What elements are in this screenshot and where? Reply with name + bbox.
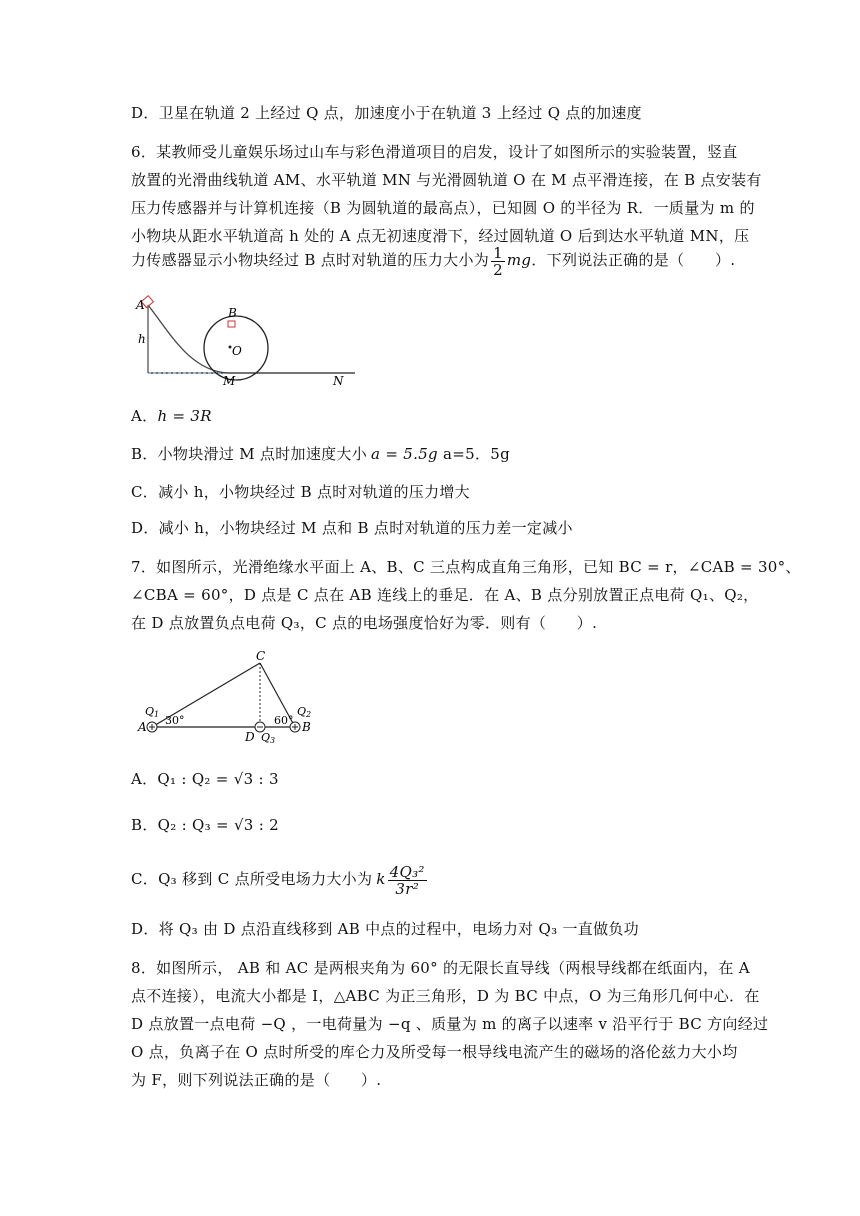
q7-stem-line-3: 在 D 点放置负点电荷 Q₃，C 点的电场强度恰好为零．则有（ ）. [131,614,598,632]
label-c: C [256,649,266,663]
label-b: B [228,306,237,320]
label-q2: Q2 [297,705,312,719]
q7-option-c [131,856,731,902]
option-b-label: B．小物块滑过 M 点时加速度大小 [131,445,368,463]
fraction-denominator: 2 [493,260,503,279]
label-q1: Q1 [145,705,160,719]
label-o: O [232,344,242,358]
q7-option-a: A．Q₁ : Q₂ = √3 : 3 [131,770,279,788]
label-m: M [223,374,236,388]
label-q3: Q3 [261,731,276,745]
q6-mg: mg [506,251,532,269]
curved-track-am [148,305,228,373]
q7-option-d: D．将 Q₃ 由 D 点沿直线移到 AB 中点的过程中，电场力对 Q₃ 一直做负功 [131,920,639,938]
fraction-numerator: 1 [493,243,503,262]
q6-stem-line-5 [131,240,736,280]
q6-option-d: D．减小 h，小物块经过 M 点和 B 点时对轨道的压力差一定减小 [131,519,573,537]
q6-option-a [131,406,731,426]
fraction-numerator: 4Q₃² [389,862,425,881]
option-b-suffix: a=5．5g [437,445,511,463]
q8-stem-line-2: 点不连接），电流大小都是 I，△ABC 为正三角形，D 为 BC 中点，O 为三角形几何中心．在 [131,987,760,1005]
label-h: h [138,332,146,346]
q6-stem-line-4: 小物块从距水平轨道高 h 处的 A 点无初速度滑下，经过圆轨道 O 后到达水平轨道 MN，压 [131,227,750,245]
q6-loop-track-figure [130,293,360,388]
angle-60: 60° [274,714,294,727]
q8-stem-line-4: O 点，负离子在 O 点时所受的库仑力及所受每一根导线电流产生的磁场的洛伦兹力大小均 [131,1043,738,1061]
q8-stem-line-5: 为 F，则下列说法正确的是（ ）. [131,1071,382,1089]
q5-option-d: D．卫星在轨道 2 上经过 Q 点，加速度小于在轨道 3 上经过 Q 点的加速度 [131,104,642,122]
q8-stem-line-3: D 点放置一点电荷 −Q ，一电荷量为 −q 、质量为 m 的离子以速率 v 沿平行于 BC 方向经过 [131,1015,769,1033]
option-a-label: A． [131,407,158,425]
label-d: D [245,730,255,744]
q6-stem-line-3: 压力传感器并与计算机连接（B 为圆轨道的最高点），已知圆 O 的半径为 R．一质量为 m 的 [131,199,755,217]
q7-triangle-figure [135,648,335,746]
angle-30: 30° [165,714,185,727]
q6-stem-line-5-text: 力传感器显示小物块经过 B 点时对轨道的压力大小为 [131,251,490,269]
q6-stem-line-2: 放置的光滑曲线轨道 AM、水平轨道 MN 与光滑圆轨道 O 在 M 点平滑连接，在 B 点安装有 [131,171,762,189]
pressure-sensor-at-b [228,321,235,327]
q6-option-b [131,444,731,464]
label-a: A [136,298,145,312]
q6-stem-line-1: 6．某教师受儿童娱乐场过山车与彩色滑道项目的启发，设计了如图所示的实验装置，竖直 [131,143,738,161]
fraction-denominator: 3r² [395,879,420,898]
q8-stem-line-1: 8．如图所示， AB 和 AC 是两根夹角为 60° 的无限长直导线（两根导线都在纸面内，在 A [131,959,750,977]
option-c-text: C．Q₃ 移到 C 点所受电场力大小为 [131,870,373,888]
q6-stem-line-5-end: ．下列说法正确的是（ ）. [531,251,736,269]
label-a: A [138,720,147,734]
q6-option-c: C．减小 h，小物块经过 B 点时对轨道的压力增大 [131,483,470,501]
q6-fraction-one-half [491,245,505,278]
label-b: B [302,720,311,734]
q7-option-c-fraction [388,864,427,897]
label-n: N [333,374,344,388]
q7-stem-line-2: ∠CBA = 60°，D 点是 C 点在 AB 连线上的垂足．在 A、B 点分别放置正点电荷 Q₁、Q₂， [131,586,759,604]
q7-option-b: B．Q₂ : Q₃ = √3 : 2 [131,816,279,834]
coulomb-constant: k [376,870,386,888]
option-a-formula: h = 3R [157,407,212,425]
option-b-formula: a = 5.5g [371,445,438,463]
q7-stem-line-1: 7．如图所示，光滑绝缘水平面上 A、B、C 三点构成直角三角形，已知 BC = r，∠CAB = 30°、 [131,558,801,576]
